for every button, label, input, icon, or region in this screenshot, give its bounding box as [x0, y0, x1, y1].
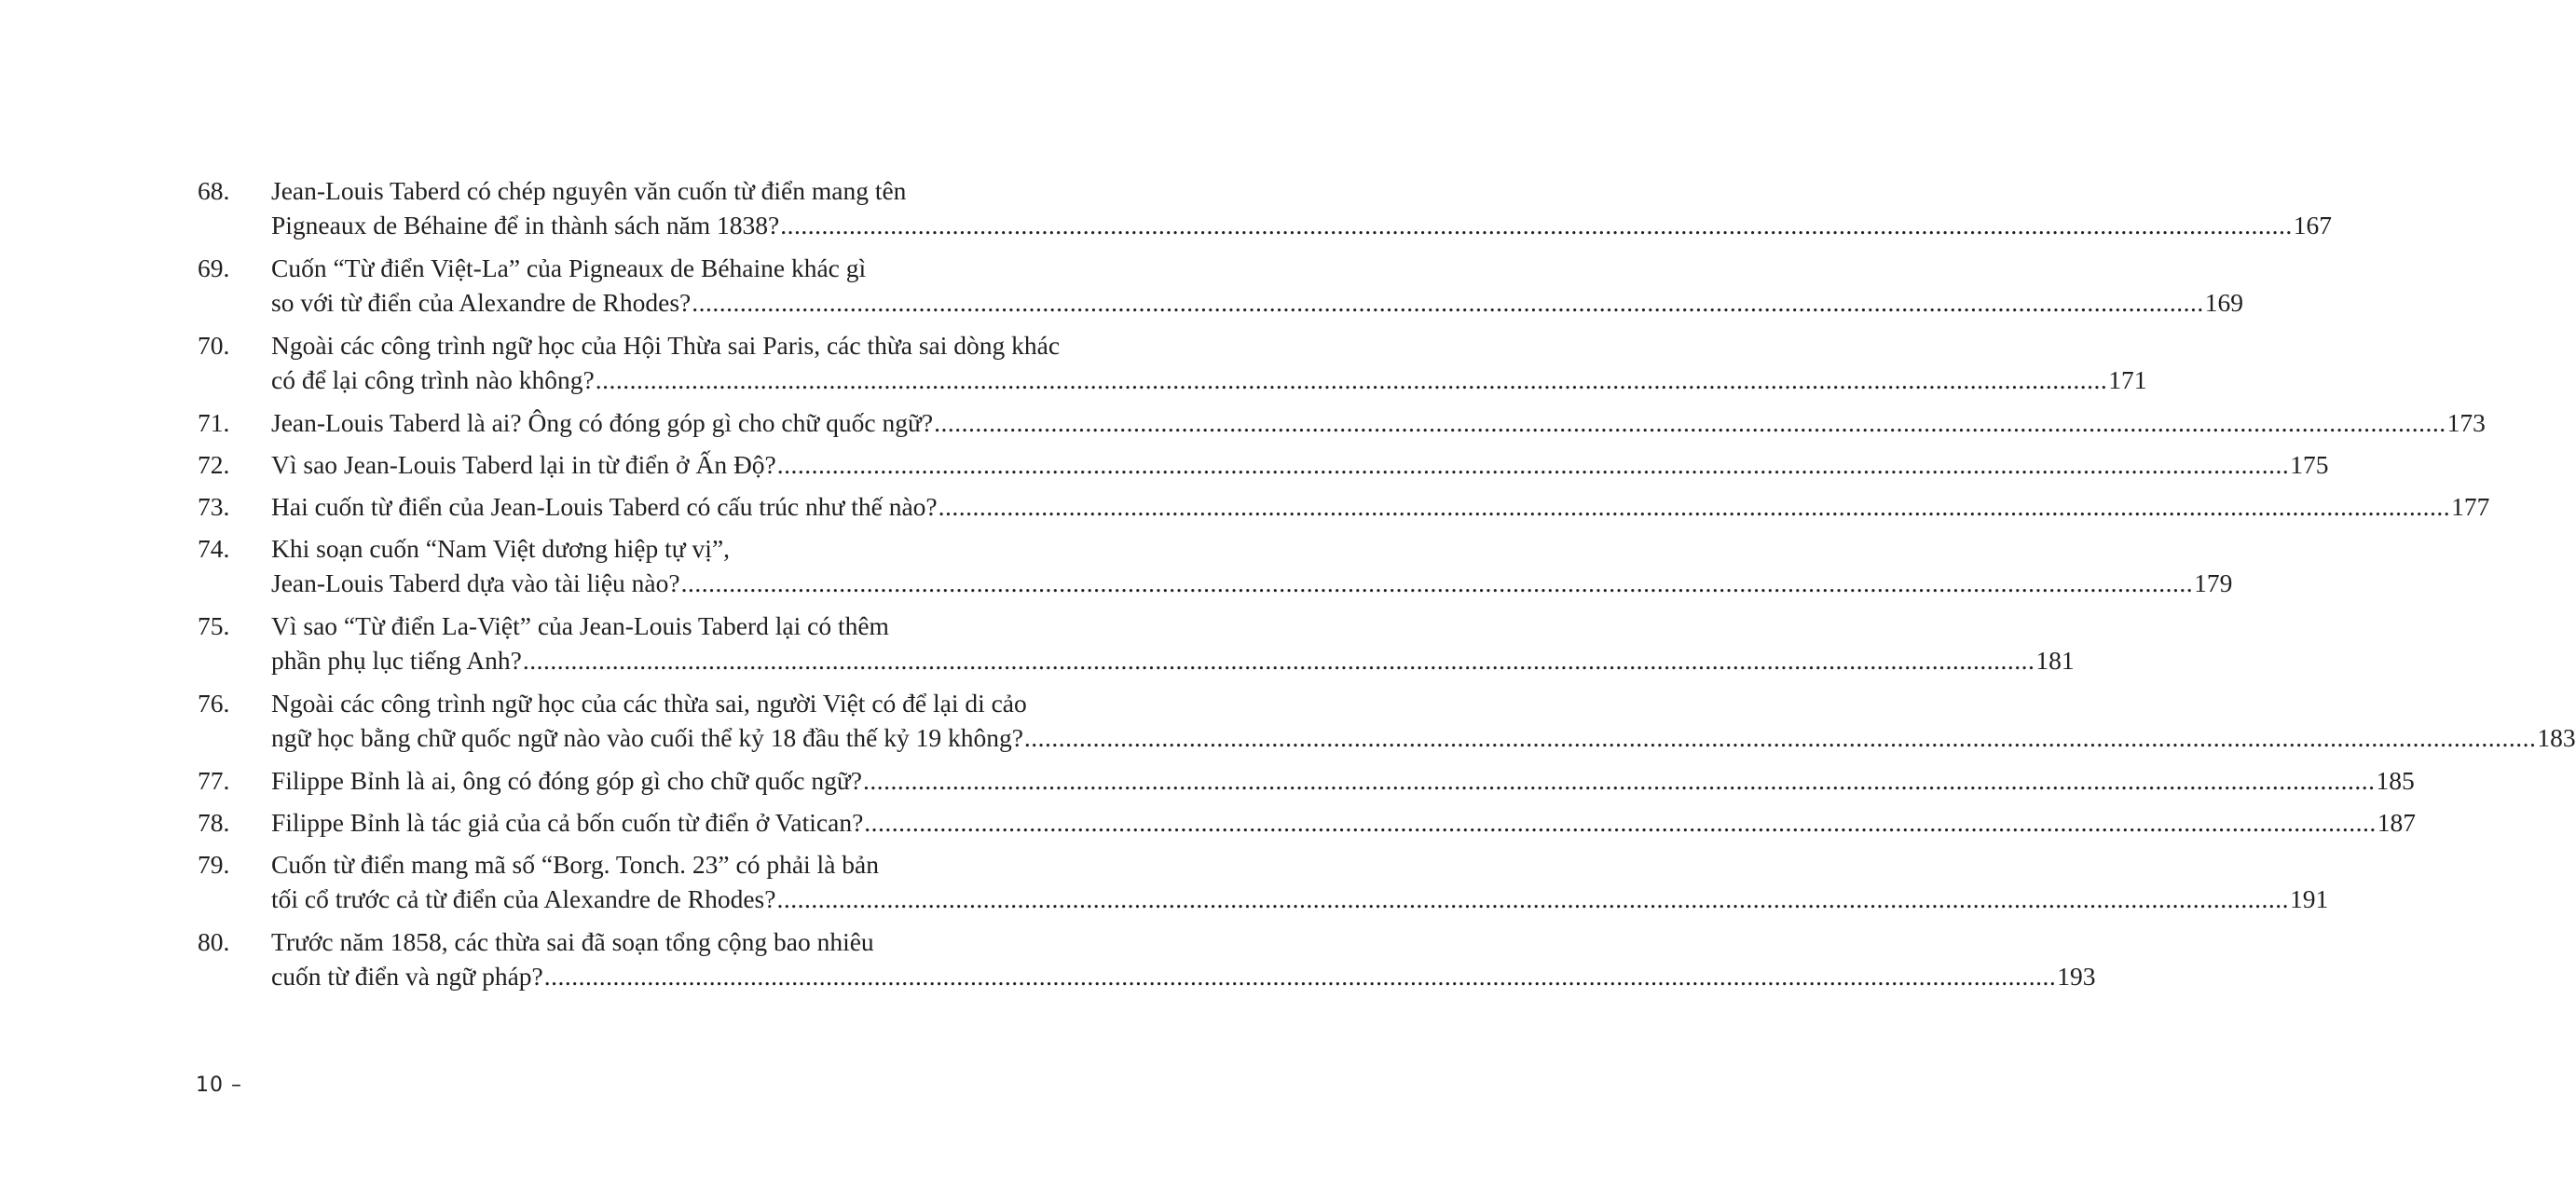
entry-leader-row: [271, 882, 2329, 916]
dot-leader: ............................................................................................................................................................................................................................: [776, 450, 2290, 479]
entry-title-line2: tối cổ trước cả từ điển của Alexandre de Rhodes?: [271, 884, 776, 913]
entry-number: 75.: [198, 611, 230, 640]
entry-leader-row: [271, 643, 2075, 677]
entry-page-number: 179: [2194, 568, 2233, 597]
entry-page-number: 183: [2537, 723, 2576, 752]
entry-title-line1: Khi soạn cuốn “Nam Việt dương hiệp tự vị”,: [271, 534, 731, 563]
page-footer: [196, 1074, 242, 1097]
entry-body: [271, 924, 2096, 993]
entry-body: [271, 173, 2333, 242]
entry-page-number: 173: [2446, 408, 2486, 437]
entry-leader-row: [271, 566, 2233, 600]
entry-title-line2: Jean-Louis Taberd dựa vào tài liệu nào?: [271, 568, 680, 597]
entry-number: 77.: [198, 766, 230, 795]
toc-entry: [198, 763, 2415, 798]
entry-body: [271, 251, 2243, 320]
entry-page-number: 167: [2293, 211, 2333, 239]
entry-leader-row: [271, 285, 2243, 320]
toc-entry: [198, 173, 2333, 242]
entry-body: [271, 686, 2576, 755]
dot-leader: ............................................................................................................................................................................................................................: [864, 808, 2377, 837]
toc-entry: [198, 531, 2233, 600]
entry-title-line2: Filippe Bỉnh là ai, ông có đóng góp gì cho chữ quốc ngữ?: [271, 766, 862, 795]
dot-leader: ............................................................................................................................................................................................................................: [692, 288, 2204, 317]
entry-leader-row: [271, 959, 2096, 993]
entry-title-line1: Ngoài các công trình ngữ học của các thừa sai, người Việt có để lại di cảo: [271, 689, 1027, 718]
entry-title-line2: Jean-Louis Taberd là ai? Ông có đóng góp gì cho chữ quốc ngữ?: [271, 408, 934, 437]
entry-title-line1: Trước năm 1858, các thừa sai đã soạn tổng cộng bao nhiêu: [271, 927, 874, 956]
dot-leader: ............................................................................................................................................................................................................................: [595, 365, 2108, 394]
dot-leader: ............................................................................................................................................................................................................................: [522, 646, 2035, 675]
entry-leader-row: [271, 720, 2576, 755]
toc-entry: [198, 924, 2096, 993]
dot-leader: ............................................................................................................................................................................................................................: [938, 492, 2451, 521]
entry-leader-row: [271, 763, 2415, 798]
dot-leader: ............................................................................................................................................................................................................................: [543, 962, 2057, 991]
entry-leader-row: [271, 447, 2329, 482]
entry-page-number: 175: [2290, 450, 2329, 479]
toc-entry: [198, 328, 2147, 397]
footer-dash: –: [231, 1074, 242, 1097]
entry-title-line1: Cuốn từ điển mang mã số “Borg. Tonch. 23” có phải là bản: [271, 850, 879, 879]
toc-entry: [198, 251, 2243, 320]
entry-title-line1: Jean-Louis Taberd có chép nguyên văn cuốn từ điển mang tên: [271, 176, 907, 205]
entry-body: [271, 847, 2329, 916]
entry-page-number: 191: [2289, 884, 2329, 913]
entry-title-line1: Vì sao “Từ điển La-Việt” của Jean-Louis Taberd lại có thêm: [271, 611, 889, 640]
entry-page-number: 193: [2057, 962, 2096, 991]
entry-number: 74.: [198, 534, 230, 563]
toc-entry: [198, 405, 2486, 440]
entry-title-line2: có để lại công trình nào không?: [271, 365, 595, 394]
entry-body: [271, 531, 2233, 600]
entry-body: [271, 328, 2147, 397]
toc-entry: [198, 686, 2576, 755]
entry-body: [271, 805, 2417, 840]
entry-leader-row: [271, 363, 2147, 397]
entry-title-line2: ngữ học bằng chữ quốc ngữ nào vào cuối thể kỷ 18 đầu thế kỷ 19 không?: [271, 723, 1023, 752]
toc-entry: [198, 847, 2329, 916]
entry-number: 72.: [198, 450, 230, 479]
entry-title-line2: Filippe Bỉnh là tác giả của cả bốn cuốn từ điển ở Vatican?: [271, 808, 864, 837]
entry-leader-row: [271, 405, 2486, 440]
entry-number: 80.: [198, 927, 230, 956]
toc-entry: [198, 447, 2329, 482]
entry-title-line2: Hai cuốn từ điển của Jean-Louis Taberd có cấu trúc như thế nào?: [271, 492, 938, 521]
entry-body: [271, 489, 2490, 524]
entry-page-number: 185: [2376, 766, 2415, 795]
entry-number: 76.: [198, 689, 230, 718]
entry-body: [271, 609, 2075, 677]
entry-number: 70.: [198, 331, 230, 360]
entry-page-number: 187: [2377, 808, 2417, 837]
toc-entries: [198, 173, 2576, 993]
entry-number: 79.: [198, 850, 230, 879]
entry-number: 71.: [198, 408, 230, 437]
entry-leader-row: [271, 489, 2490, 524]
entry-title-line1: Ngoài các công trình ngữ học của Hội Thừa sai Paris, các thừa sai dòng khác: [271, 331, 1061, 360]
entry-leader-row: [271, 208, 2333, 242]
dot-leader: ............................................................................................................................................................................................................................: [680, 568, 2194, 597]
entry-number: 68.: [198, 176, 230, 205]
toc-entry: [198, 805, 2417, 840]
page-number: 10: [196, 1074, 224, 1097]
entry-body: [271, 447, 2329, 482]
table-of-contents: [198, 173, 2576, 1002]
entry-number: 78.: [198, 808, 230, 837]
entry-number: 73.: [198, 492, 230, 521]
entry-title-line2: so với từ điển của Alexandre de Rhodes?: [271, 288, 692, 317]
entry-page-number: 181: [2035, 646, 2075, 675]
dot-leader: ............................................................................................................................................................................................................................: [780, 211, 2293, 239]
entry-title-line2: phần phụ lục tiếng Anh?: [271, 646, 522, 675]
entry-title-line2: cuốn từ điển và ngữ pháp?: [271, 962, 543, 991]
entry-page-number: 169: [2204, 288, 2243, 317]
entry-title-line1: Cuốn “Từ điển Việt-La” của Pigneaux de Béhaine khác gì: [271, 253, 867, 282]
dot-leader: ............................................................................................................................................................................................................................: [776, 884, 2289, 913]
entry-page-number: 171: [2108, 365, 2147, 394]
entry-number: 69.: [198, 253, 230, 282]
toc-entry: [198, 609, 2075, 677]
entry-body: [271, 405, 2486, 440]
dot-leader: ............................................................................................................................................................................................................................: [1023, 723, 2537, 752]
entry-title-line2: Pigneaux de Béhaine để in thành sách năm 1838?: [271, 211, 780, 239]
entry-page-number: 177: [2451, 492, 2490, 521]
entry-leader-row: [271, 805, 2417, 840]
toc-entry: [198, 489, 2490, 524]
dot-leader: ............................................................................................................................................................................................................................: [862, 766, 2376, 795]
entry-body: [271, 763, 2415, 798]
dot-leader: ............................................................................................................................................................................................................................: [934, 408, 2446, 437]
entry-title-line2: Vì sao Jean-Louis Taberd lại in từ điển ở Ấn Độ?: [271, 450, 776, 479]
